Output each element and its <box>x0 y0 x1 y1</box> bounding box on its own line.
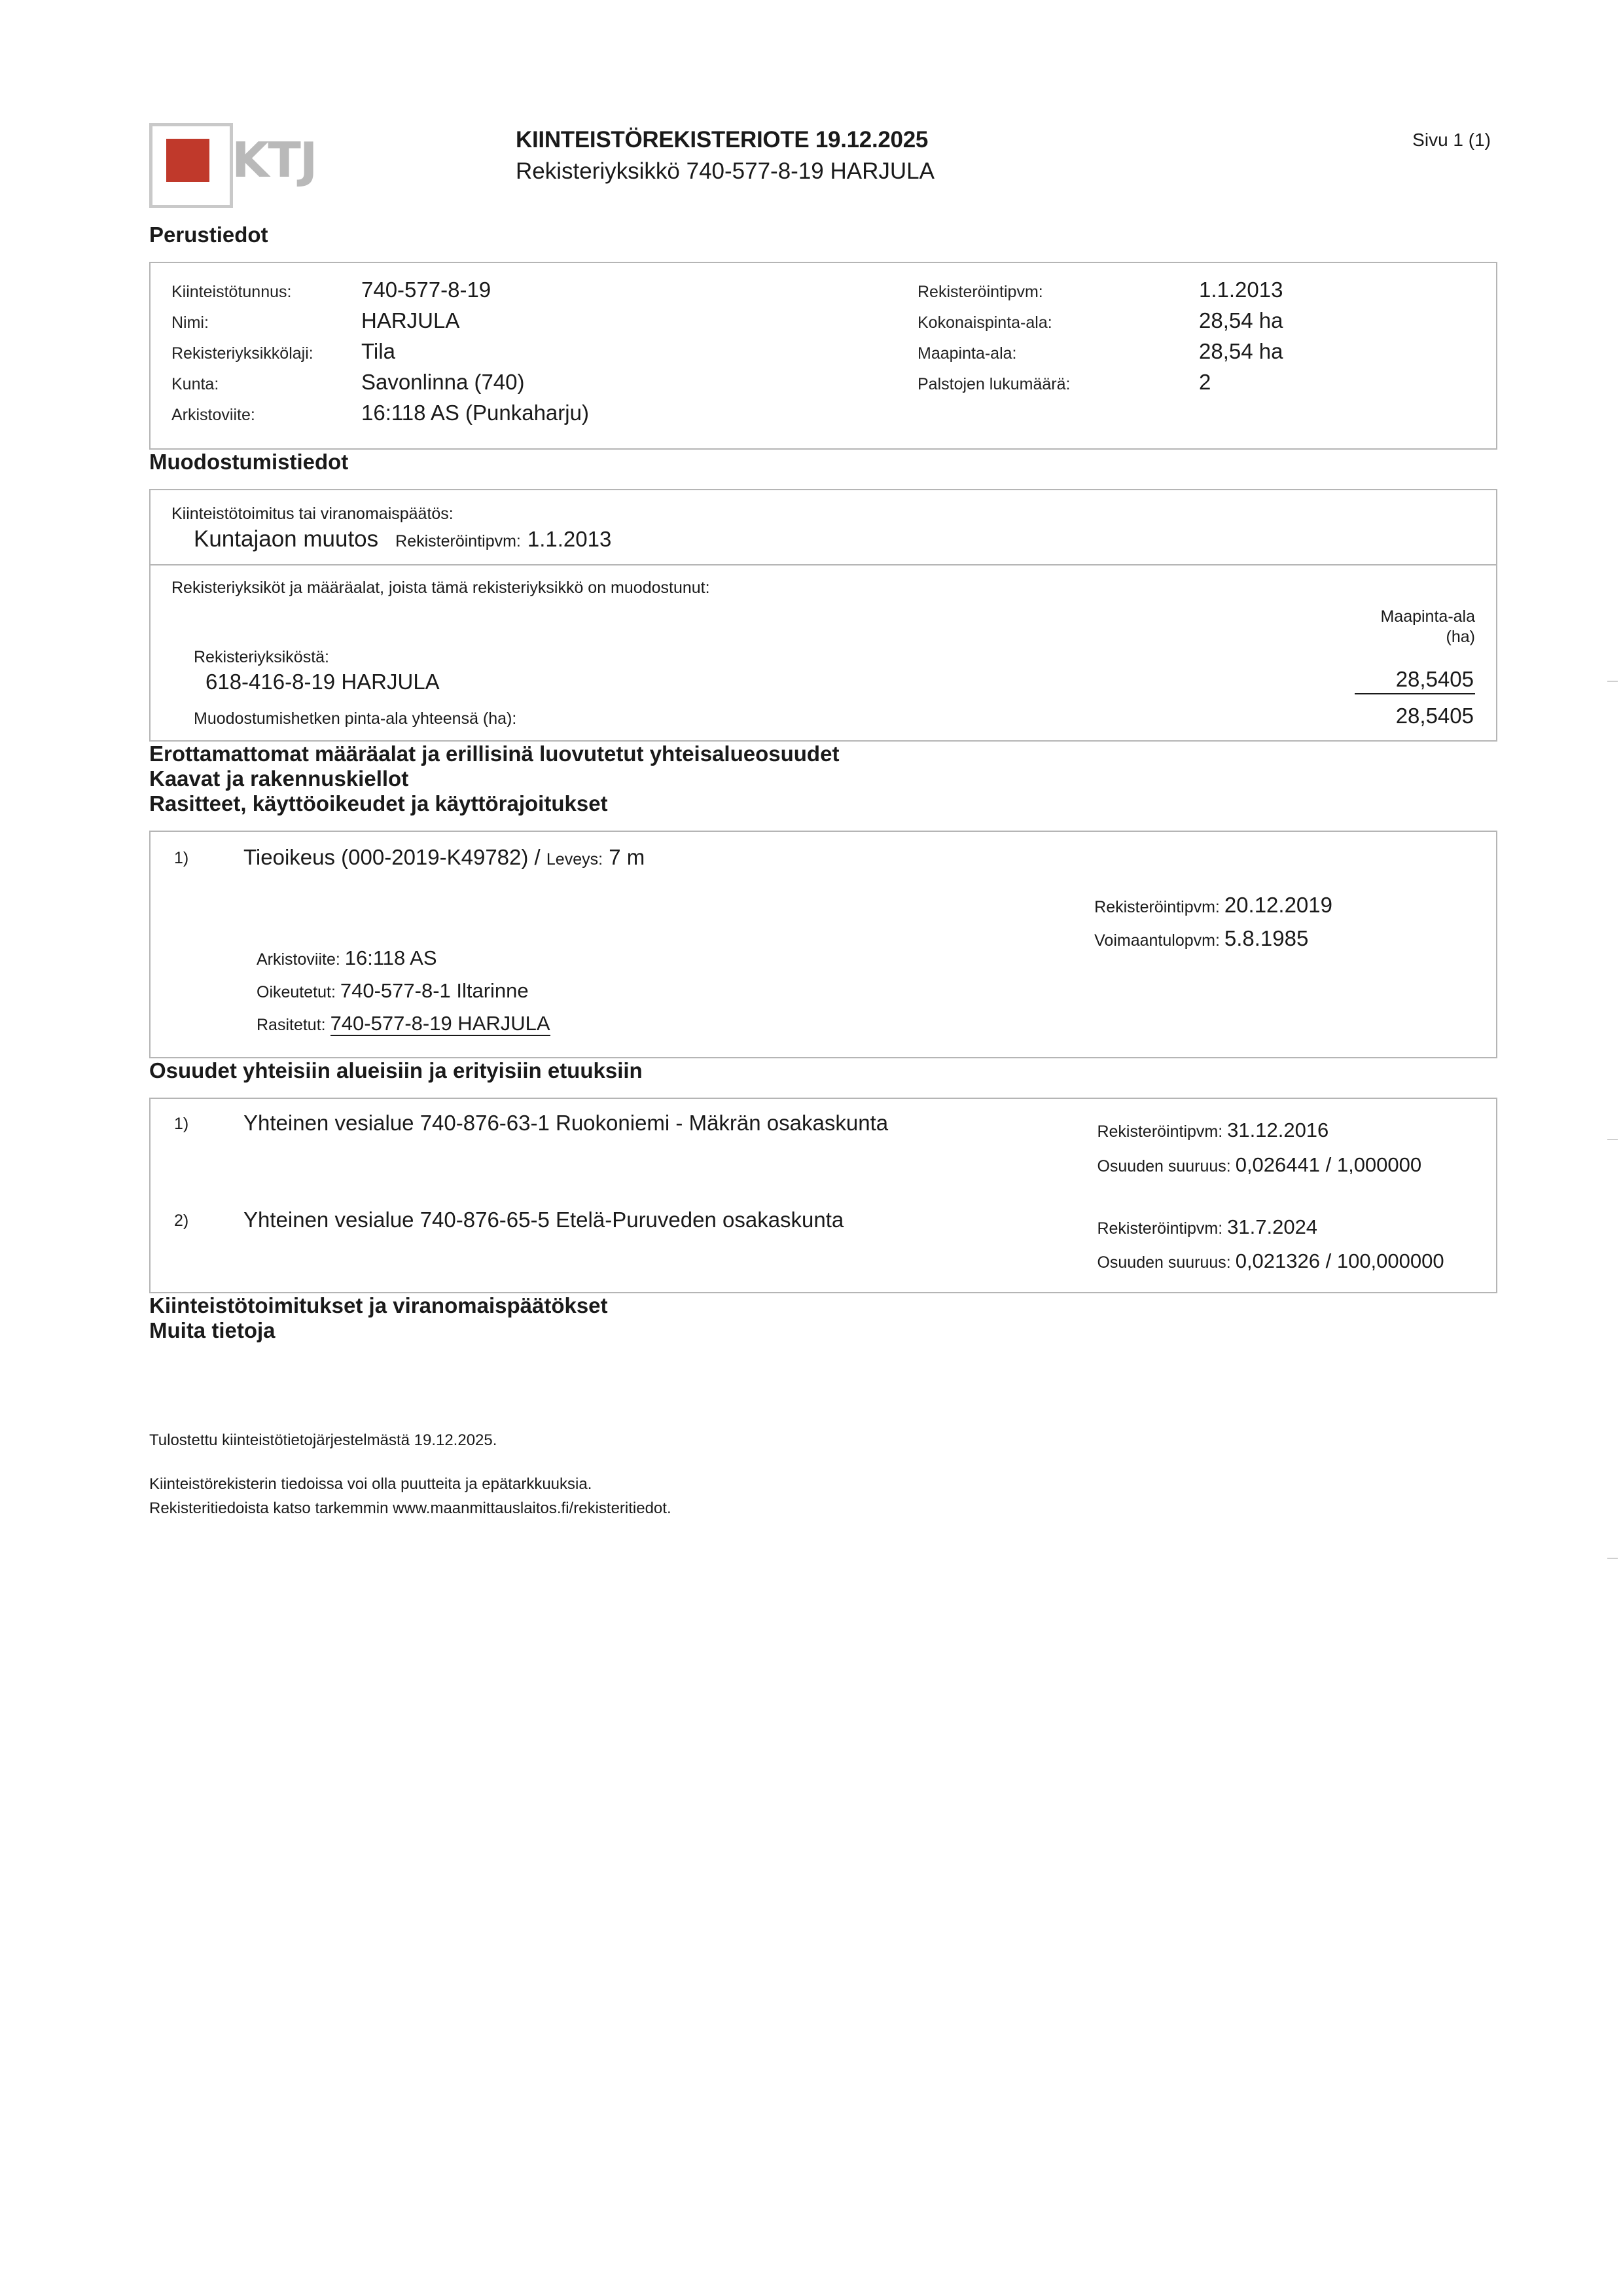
perustiedot-row <box>918 370 1461 401</box>
field-label: Kiinteistötunnus: <box>171 283 292 301</box>
rasite-detail-label: Arkistoviite: <box>257 950 340 969</box>
osuus-title: Yhteinen vesialue 740-876-65-5 Etelä-Puruveden osakaskunta <box>243 1207 844 1232</box>
rasite-detail-value: 16:118 AS <box>344 946 437 969</box>
field-label: Rekisteröintipvm: <box>918 283 1043 301</box>
field-value: 1.1.2013 <box>1199 278 1283 302</box>
item-index: 1) <box>174 1115 189 1134</box>
section-title-rasitteet: Rasitteet, käyttöoikeudet ja käyttörajoitukset <box>149 791 608 816</box>
field-value: Tila <box>361 339 395 363</box>
footer-note-1: Kiinteistörekisterin tiedoissa voi olla puutteita ja epätarkkuuksia. <box>149 1475 592 1494</box>
osuus-share-label: Osuuden suuruus: <box>1097 1157 1231 1175</box>
footer-note-2: Rekisteritiedoista katso tarkemmin www.maanmittauslaitos.fi/rekisteritiedot. <box>149 1499 671 1518</box>
osuus-reg-value: 31.7.2024 <box>1227 1215 1318 1238</box>
perustiedot-row <box>918 308 1461 339</box>
rasite-valid-label: Voimaantulopvm: <box>1094 931 1220 950</box>
footer-printed: Tulostettu kiinteistötietojärjestelmästä 19.12.2025. <box>149 1431 497 1449</box>
rasite-detail-value: 740-577-8-1 Iltarinne <box>340 978 529 1002</box>
total-area-value: 28,5405 <box>1395 703 1474 728</box>
perustiedot-row <box>918 339 1461 370</box>
osuus-share-value: 0,021326 / 100,000000 <box>1235 1249 1444 1273</box>
osuus-item <box>151 1099 1496 1195</box>
osuus-reg-label: Rekisteröintipvm: <box>1097 1122 1223 1141</box>
field-value: 28,54 ha <box>1199 339 1283 363</box>
osuus-reg-label: Rekisteröintipvm: <box>1097 1219 1223 1238</box>
section-title-perustiedot: Perustiedot <box>149 223 268 247</box>
field-value: HARJULA <box>361 308 460 332</box>
field-label: Palstojen lukumäärä: <box>918 375 1071 393</box>
section-title-erottamattomat: Erottamattomat määräalat ja erillisinä luovutetut yhteisalueosuudet <box>149 741 840 766</box>
osuus-share-value: 0,026441 / 1,000000 <box>1235 1153 1422 1176</box>
section-title-toimitukset: Kiinteistötoimitukset ja viranomaispäätökset <box>149 1293 608 1318</box>
field-value: 740-577-8-19 <box>361 278 491 302</box>
total-label: Muodostumishetken pinta-ala yhteensä (ha): <box>194 709 517 728</box>
page-title: KIINTEISTÖREKISTERIOTE 19.12.2025 <box>516 127 929 152</box>
toimitus-label: Kiinteistötoimitus tai viranomaispäätös: <box>171 505 454 523</box>
section-title-kaavat: Kaavat ja rakennuskiellot <box>149 766 409 791</box>
perustiedot-box <box>149 262 1497 450</box>
toimitus-reg-label: Rekisteröintipvm: <box>395 532 521 550</box>
rasite-item <box>151 832 1496 1058</box>
document-content <box>149 118 1497 1520</box>
col-head-unit: (ha) <box>1446 628 1475 647</box>
logo-text: KTJ <box>232 132 317 188</box>
rasite-detail-value: 740-577-8-19 HARJULA <box>330 1011 550 1035</box>
rasite-detail-label: Rasitetut: <box>257 1015 326 1034</box>
osuus-item <box>151 1196 1496 1292</box>
perustiedot-row <box>171 278 918 308</box>
scan-edge-mark <box>1607 1558 1618 1559</box>
scan-edge-mark <box>1607 1139 1618 1140</box>
osuus-title: Yhteinen vesialue 740-876-63-1 Ruokoniemi - Mäkrän osakaskunta <box>243 1111 889 1136</box>
rasite-width-value: 7 m <box>609 844 645 869</box>
rasite-detail-label: Oikeutetut: <box>257 982 336 1001</box>
document-footer <box>149 1428 1497 1521</box>
perustiedot-row <box>918 278 1461 308</box>
item-index: 2) <box>174 1211 189 1230</box>
rasite-reg-label: Rekisteröintipvm: <box>1094 897 1220 916</box>
perustiedot-row <box>171 308 918 339</box>
section-title-muodostumistiedot: Muodostumistiedot <box>149 450 349 474</box>
rasite-title: Tieoikeus (000-2019-K49782) / <box>243 844 541 869</box>
rasite-width-label: Leveys: <box>546 850 603 869</box>
page-subtitle: Rekisteriyksikkö 740-577-8-19 HARJULA <box>516 158 935 184</box>
muodostumistiedot-box <box>149 489 1497 742</box>
osuus-share-label: Osuuden suuruus: <box>1097 1253 1231 1272</box>
source-label: Rekisteriyksiköstä: <box>194 647 329 666</box>
field-label: Kunta: <box>171 375 219 393</box>
source-area-value: 28,5405 <box>1355 667 1475 694</box>
osuudet-box <box>149 1098 1497 1293</box>
section-title-muita: Muita tietoja <box>149 1318 276 1342</box>
field-label: Maapinta-ala: <box>918 344 1017 363</box>
col-head-maapinta-ala: Maapinta-ala <box>1380 607 1475 626</box>
perustiedot-row <box>171 401 918 431</box>
field-value: 16:118 AS (Punkaharju) <box>361 401 589 425</box>
field-label: Nimi: <box>171 314 209 332</box>
rasite-reg-value: 20.12.2019 <box>1224 892 1332 917</box>
perustiedot-right-column <box>918 278 1461 431</box>
rasitteet-box <box>149 831 1497 1059</box>
section-title-osuudet: Osuudet yhteisiin alueisiin ja erityisiin etuuksiin <box>149 1058 643 1083</box>
field-label: Rekisteriyksikkölaji: <box>171 344 313 363</box>
osuus-reg-value: 31.12.2016 <box>1227 1119 1329 1142</box>
field-value: Savonlinna (740) <box>361 370 525 394</box>
page-indicator: Sivu 1 (1) <box>1412 130 1491 150</box>
field-label: Arkistoviite: <box>171 406 255 424</box>
field-value: 28,54 ha <box>1199 308 1283 332</box>
item-index: 1) <box>174 848 189 867</box>
perustiedot-row <box>171 370 918 401</box>
document-header <box>149 118 1497 223</box>
toimitus-reg-value: 1.1.2013 <box>527 527 612 551</box>
toimitus-name: Kuntajaon muutos <box>194 526 379 552</box>
perustiedot-row <box>171 339 918 370</box>
field-label: Kokonaispinta-ala: <box>918 314 1052 332</box>
perustiedot-left-column <box>171 278 918 431</box>
field-value: 2 <box>1199 370 1211 394</box>
muodostumis-intro: Rekisteriyksiköt ja määräalat, joista tämä rekisteriyksikkö on muodostunut: <box>171 579 710 597</box>
logo-square-icon <box>166 139 209 182</box>
source-name: 618-416-8-19 HARJULA <box>205 669 440 694</box>
scan-edge-mark <box>1607 681 1618 682</box>
ktj-logo <box>149 123 346 202</box>
rasite-valid-value: 5.8.1985 <box>1224 925 1309 950</box>
